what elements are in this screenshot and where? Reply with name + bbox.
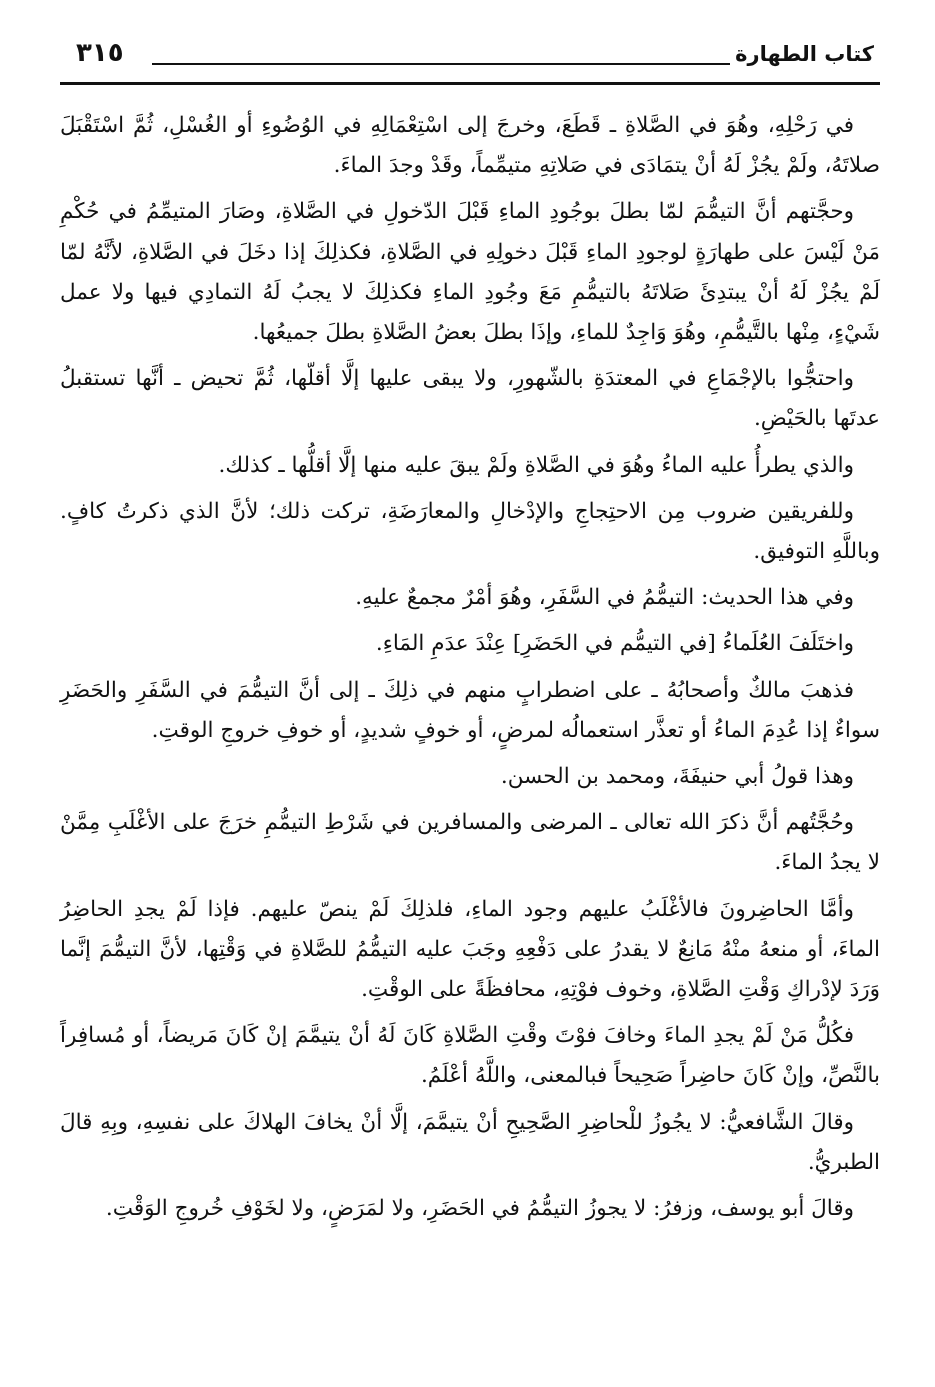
paragraph: في رَحْلِهِ، وهُوَ في الصَّلاةِ ـ قَطَعَ، وخرجَ إلى اسْتِعْمَالِهِ في الوُضُوءِ أو الغُسْلِ، ثُمَّ اسْتَقْبَلَ صلاتَهُ، ولَمْ يجُزْ لَهُ أنْ يتمَادَى في صَلاتِهِ متيمِّماً، وقَدْ وجدَ الماءَ.	[60, 113, 880, 179]
paragraph: وهذا قولُ أبي حنيفَةَ، ومحمد بن الحسن.	[500, 764, 854, 790]
paragraph: وفي هذا الحديث: التيمُّمُ في السَّفَرِ، وهُوَ أمْرٌ مجمعٌ عليهِ.	[355, 585, 854, 611]
paragraph: فكُلُّ مَنْ لَمْ يجدِ الماءَ وخافَ فوْتَ وقْتِ الصَّلاةِ كَانَ لَهُ أنْ يتيمَّمَ إنْ كَانَ مَريضاً، أو مُسافِراً بالنَّصِّ، وإنْ كَانَ حاضِراً صَحِيحاً فبالمعنى، واللَّهُ أعْلَمُ.	[60, 1023, 880, 1089]
header-divider-line	[152, 63, 730, 65]
page-body	[60, 106, 880, 1229]
paragraph: وقالَ الشَّافعيُّ: لا يجُوزُ للْحاضِرِ الصَّحِيحِ أنْ يتيمَّمَ، إلَّا أنْ يخافَ الهلاكَ على نفسِهِ، وبِهِ قالَ الطبريُّ.	[60, 1109, 880, 1175]
paragraph: وأمَّا الحاضِرونَ فالأغْلَبُ عليهم وجود الماءِ، فلذلِكَ لَمْ ينصّ عليهم. فإذا لَمْ يجدِ الحاضِرُ الماءَ، أو منعهُ منْهُ مَانِعٌ لا يقدرُ على دَفْعِهِ وجَبَ عليه التيمُّمُ للصَّلاةِ في وَقْتِها، لأنَّ التيمُّمَ إنَّما وَرَدَ لإدْراكِ وَقْتِ الصَّلاةِ، وخوف فوْتِهِ، محافظَةً على الوقْتِ.	[60, 896, 880, 1003]
paragraph: فذهبَ مالكٌ وأصحابُهُ ـ على اضطرابٍ منهم في ذلِكَ ـ إلى أنَّ التيمُّمَ في السَّفَرِ والحَضَرِ سواءٌ إذا عُدِمَ الماءُ أو تعذَّر استعمالُه لمرضٍ، أو خوفٍ شديدٍ، أو خوفِ خروجِ الوقتِ.	[60, 677, 880, 743]
page-header	[60, 34, 880, 90]
paragraph: وللفريقين ضروب مِن الاحتِجاجِ والإدْخالِ والمعارَضَةِ، تركت ذلك؛ لأنَّ الذي ذكرتُ كافٍ. وباللَّهِ التوفيق.	[60, 498, 880, 565]
book-page	[60, 34, 880, 1364]
paragraph: وحجَّتهم أنَّ التيمُّمَ لمّا بطلَ بوجُودِ الماءِ قَبْلَ الدّخولِ في الصَّلاةِ، وصَارَ المتيمِّمُ في حُكْمِ مَنْ لَيْسَ على طهارَةٍ لوجودِ الماءِ قَبْلَ دخولِهِ في الصَّلاةِ، فكذلِكَ إذا دخَلَ في الصَّلاةِ، لأنَّهُ لمّا لَمْ يجُزْ لَهُ أنْ يبتدِئَ صَلاتَهُ بالتيمُّمِ مَعَ وجُودِ الماءِ فكذلِكَ لا يجبُ لَهُ التمادِي فيها ولا عمل شَيْءٍ، مِنْها بالتَّيمُّمِ، وهُوَ وَاجِدٌ للماءِ، وإذَا بطلَ بعضُ الصَّلاةِ بطلَ جميعُها.	[60, 199, 880, 346]
chapter-title: كتاب الطهارة	[735, 42, 874, 66]
paragraph: والذي يطرأُ عليه الماءُ وهُوَ في الصَّلاةِ ولَمْ يبقَ عليه منها إلَّا أقلُّها ـ كذلك.	[218, 452, 854, 478]
paragraph: واحتجُّوا بالإجْمَاعِ في المعتدَةِ بالشّهورِ، ولا يبقى عليها إلَّا أقلّها، ثُمَّ تحيض ـ أنَّها تستقبلُ عدتَها بالحَيْضِ.	[60, 366, 880, 432]
paragraph: وقالَ أبو يوسف، وزفرُ: لا يجوزُ التيمُّمُ في الحَضَرِ، ولا لمَرَضٍ، ولا لخَوْفِ خُروجِ الوَقْتِ.	[105, 1196, 854, 1222]
header-rule	[60, 82, 880, 85]
paragraph: وحُجَّتُهم أنَّ ذكرَ الله تعالى ـ المرضى والمسافرين في شَرْطِ التيمُّمِ خرَجَ على الأغْلَبِ مِمَّنْ لا يجدُ الماءَ.	[60, 810, 880, 876]
paragraph: واختَلَفَ العُلَماءُ [في التيمُّم في الحَضَرِ] عِنْدَ عدَمِ المَاءِ.	[375, 631, 854, 657]
page-number: ٣١٥	[76, 38, 124, 68]
